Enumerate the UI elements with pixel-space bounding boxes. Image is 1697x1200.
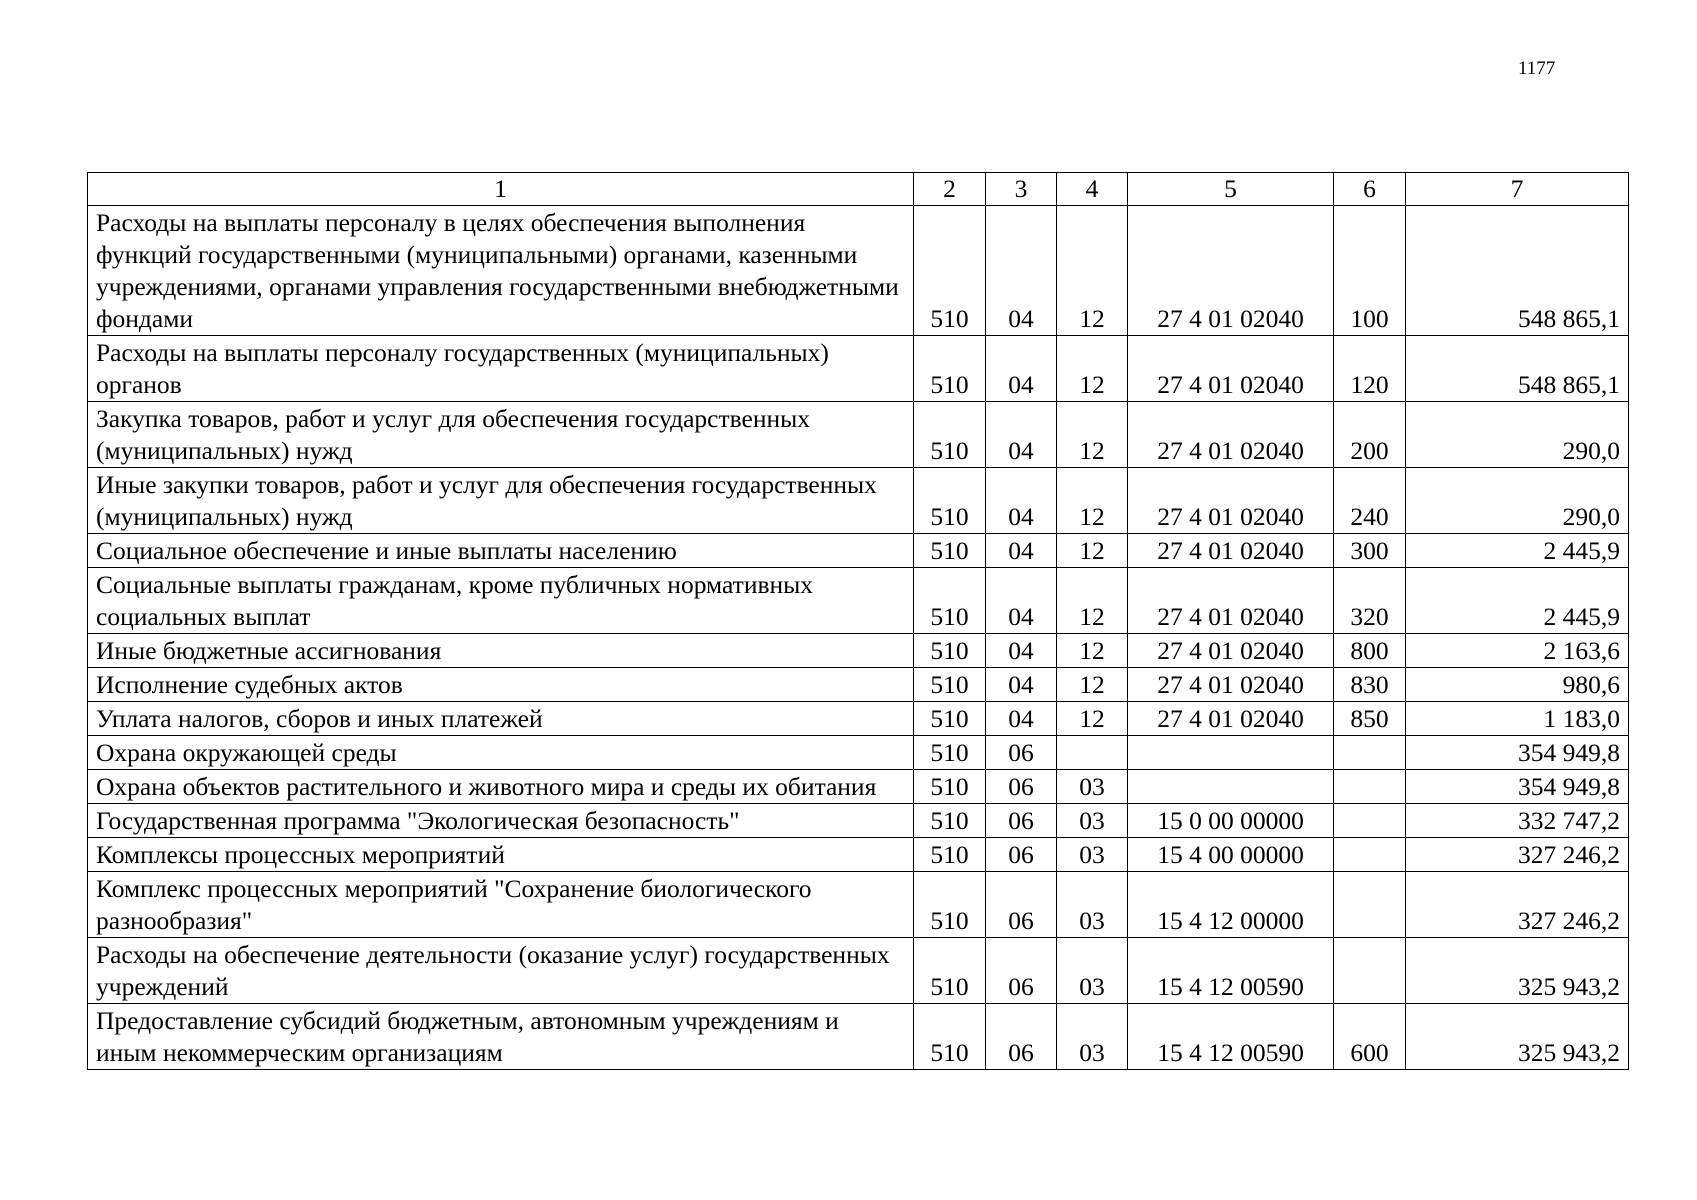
amount-cell: 1 183,0 [1406, 702, 1629, 736]
target-item-cell: 27 4 01 02040 [1128, 668, 1334, 702]
department-code-cell: 510 [914, 634, 986, 668]
header-cell: 7 [1406, 173, 1629, 206]
section-code-cell: 04 [986, 702, 1057, 736]
expense-type-cell: 300 [1334, 534, 1406, 568]
expense-name-cell: Исполнение судебных актов [88, 668, 914, 702]
expense-type-cell [1334, 838, 1406, 872]
target-item-cell: 27 4 01 02040 [1128, 534, 1334, 568]
amount-cell: 2 445,9 [1406, 534, 1629, 568]
header-cell: 2 [914, 173, 986, 206]
subsection-code-cell: 03 [1057, 804, 1128, 838]
target-item-cell: 15 4 12 00000 [1128, 872, 1334, 938]
target-item-cell: 15 4 00 00000 [1128, 838, 1334, 872]
subsection-code-cell: 03 [1057, 1004, 1128, 1070]
department-code-cell: 510 [914, 668, 986, 702]
department-code-cell: 510 [914, 804, 986, 838]
target-item-cell [1128, 736, 1334, 770]
subsection-code-cell: 12 [1057, 402, 1128, 468]
amount-cell: 354 949,8 [1406, 770, 1629, 804]
expense-type-cell: 600 [1334, 1004, 1406, 1070]
amount-cell: 325 943,2 [1406, 1004, 1629, 1070]
header-cell: 1 [88, 173, 914, 206]
subsection-code-cell: 12 [1057, 336, 1128, 402]
expense-type-cell: 200 [1334, 402, 1406, 468]
subsection-code-cell: 03 [1057, 938, 1128, 1004]
expense-name-cell: Предоставление субсидий бюджетным, автономным учреждениям и иным некоммерческим организациям [88, 1004, 914, 1070]
expense-name-cell: Расходы на выплаты персоналу в целях обеспечения выполнения функций государственными (муниципальными) органами, казенными учреждениями, органами управления государственными внебюджетными фондами [88, 206, 914, 336]
amount-cell: 2 445,9 [1406, 568, 1629, 634]
department-code-cell: 510 [914, 1004, 986, 1070]
target-item-cell: 27 4 01 02040 [1128, 402, 1334, 468]
table-row [88, 668, 1629, 702]
section-code-cell: 04 [986, 534, 1057, 568]
section-code-cell: 06 [986, 872, 1057, 938]
expense-type-cell: 800 [1334, 634, 1406, 668]
subsection-code-cell [1057, 736, 1128, 770]
table-row [88, 336, 1629, 402]
amount-cell: 327 246,2 [1406, 872, 1629, 938]
section-code-cell: 06 [986, 736, 1057, 770]
subsection-code-cell: 03 [1057, 872, 1128, 938]
section-code-cell: 04 [986, 336, 1057, 402]
target-item-cell: 15 0 00 00000 [1128, 804, 1334, 838]
target-item-cell: 27 4 01 02040 [1128, 634, 1334, 668]
header-cell: 5 [1128, 173, 1334, 206]
table-row [88, 402, 1629, 468]
expense-name-cell: Охрана окружающей среды [88, 736, 914, 770]
table-row [88, 838, 1629, 872]
target-item-cell: 15 4 12 00590 [1128, 1004, 1334, 1070]
target-item-cell: 15 4 12 00590 [1128, 938, 1334, 1004]
target-item-cell: 27 4 01 02040 [1128, 336, 1334, 402]
department-code-cell: 510 [914, 402, 986, 468]
amount-cell: 325 943,2 [1406, 938, 1629, 1004]
subsection-code-cell: 12 [1057, 468, 1128, 534]
subsection-code-cell: 12 [1057, 206, 1128, 336]
department-code-cell: 510 [914, 872, 986, 938]
table-row [88, 804, 1629, 838]
amount-cell: 290,0 [1406, 468, 1629, 534]
expense-type-cell [1334, 804, 1406, 838]
expense-type-cell: 240 [1334, 468, 1406, 534]
table-row [88, 702, 1629, 736]
header-row [88, 173, 1629, 206]
expense-name-cell: Социальные выплаты гражданам, кроме публичных нормативных социальных выплат [88, 568, 914, 634]
header-cell: 4 [1057, 173, 1128, 206]
amount-cell: 2 163,6 [1406, 634, 1629, 668]
section-code-cell: 06 [986, 938, 1057, 1004]
department-code-cell: 510 [914, 702, 986, 736]
section-code-cell: 04 [986, 568, 1057, 634]
expense-name-cell: Комплексы процессных мероприятий [88, 838, 914, 872]
subsection-code-cell: 12 [1057, 534, 1128, 568]
department-code-cell: 510 [914, 568, 986, 634]
table-row [88, 1004, 1629, 1070]
section-code-cell: 04 [986, 634, 1057, 668]
amount-cell: 290,0 [1406, 402, 1629, 468]
table-row [88, 736, 1629, 770]
amount-cell: 332 747,2 [1406, 804, 1629, 838]
table-row [88, 468, 1629, 534]
department-code-cell: 510 [914, 336, 986, 402]
table-row [88, 206, 1629, 336]
department-code-cell: 510 [914, 838, 986, 872]
expense-name-cell: Закупка товаров, работ и услуг для обеспечения государственных (муниципальных) нужд [88, 402, 914, 468]
subsection-code-cell: 12 [1057, 568, 1128, 634]
table-header [88, 173, 1629, 206]
expense-name-cell: Расходы на обеспечение деятельности (оказание услуг) государственных учреждений [88, 938, 914, 1004]
amount-cell: 980,6 [1406, 668, 1629, 702]
subsection-code-cell: 12 [1057, 702, 1128, 736]
department-code-cell: 510 [914, 938, 986, 1004]
expense-type-cell: 830 [1334, 668, 1406, 702]
department-code-cell: 510 [914, 468, 986, 534]
expense-type-cell: 100 [1334, 206, 1406, 336]
target-item-cell: 27 4 01 02040 [1128, 568, 1334, 634]
section-code-cell: 06 [986, 838, 1057, 872]
table-row [88, 770, 1629, 804]
expense-type-cell: 320 [1334, 568, 1406, 634]
department-code-cell: 510 [914, 534, 986, 568]
section-code-cell: 04 [986, 468, 1057, 534]
target-item-cell: 27 4 01 02040 [1128, 702, 1334, 736]
table-row [88, 938, 1629, 1004]
subsection-code-cell: 03 [1057, 770, 1128, 804]
table-row [88, 872, 1629, 938]
section-code-cell: 06 [986, 1004, 1057, 1070]
expense-name-cell: Расходы на выплаты персоналу государственных (муниципальных) органов [88, 336, 914, 402]
amount-cell: 327 246,2 [1406, 838, 1629, 872]
expense-type-cell [1334, 736, 1406, 770]
subsection-code-cell: 12 [1057, 668, 1128, 702]
section-code-cell: 06 [986, 804, 1057, 838]
expense-type-cell [1334, 872, 1406, 938]
page-number: 1177 [1518, 58, 1556, 79]
target-item-cell: 27 4 01 02040 [1128, 206, 1334, 336]
section-code-cell: 06 [986, 770, 1057, 804]
header-cell: 3 [986, 173, 1057, 206]
table-row [88, 534, 1629, 568]
expense-name-cell: Охрана объектов растительного и животного мира и среды их обитания [88, 770, 914, 804]
expense-name-cell: Уплата налогов, сборов и иных платежей [88, 702, 914, 736]
table-row [88, 568, 1629, 634]
expense-name-cell: Социальное обеспечение и иные выплаты населению [88, 534, 914, 568]
budget-table [87, 172, 1629, 1070]
department-code-cell: 510 [914, 736, 986, 770]
expense-name-cell: Иные бюджетные ассигнования [88, 634, 914, 668]
expense-type-cell [1334, 938, 1406, 1004]
section-code-cell: 04 [986, 402, 1057, 468]
expense-name-cell: Государственная программа "Экологическая безопасность" [88, 804, 914, 838]
department-code-cell: 510 [914, 206, 986, 336]
expense-name-cell: Иные закупки товаров, работ и услуг для обеспечения государственных (муниципальных) нужд [88, 468, 914, 534]
subsection-code-cell: 12 [1057, 634, 1128, 668]
expense-name-cell: Комплекс процессных мероприятий "Сохранение биологического разнообразия" [88, 872, 914, 938]
expense-type-cell [1334, 770, 1406, 804]
amount-cell: 548 865,1 [1406, 336, 1629, 402]
table-row [88, 634, 1629, 668]
section-code-cell: 04 [986, 668, 1057, 702]
section-code-cell: 04 [986, 206, 1057, 336]
amount-cell: 548 865,1 [1406, 206, 1629, 336]
expense-type-cell: 850 [1334, 702, 1406, 736]
amount-cell: 354 949,8 [1406, 736, 1629, 770]
table-body [88, 206, 1629, 1070]
header-cell: 6 [1334, 173, 1406, 206]
subsection-code-cell: 03 [1057, 838, 1128, 872]
target-item-cell: 27 4 01 02040 [1128, 468, 1334, 534]
expense-type-cell: 120 [1334, 336, 1406, 402]
target-item-cell [1128, 770, 1334, 804]
department-code-cell: 510 [914, 770, 986, 804]
